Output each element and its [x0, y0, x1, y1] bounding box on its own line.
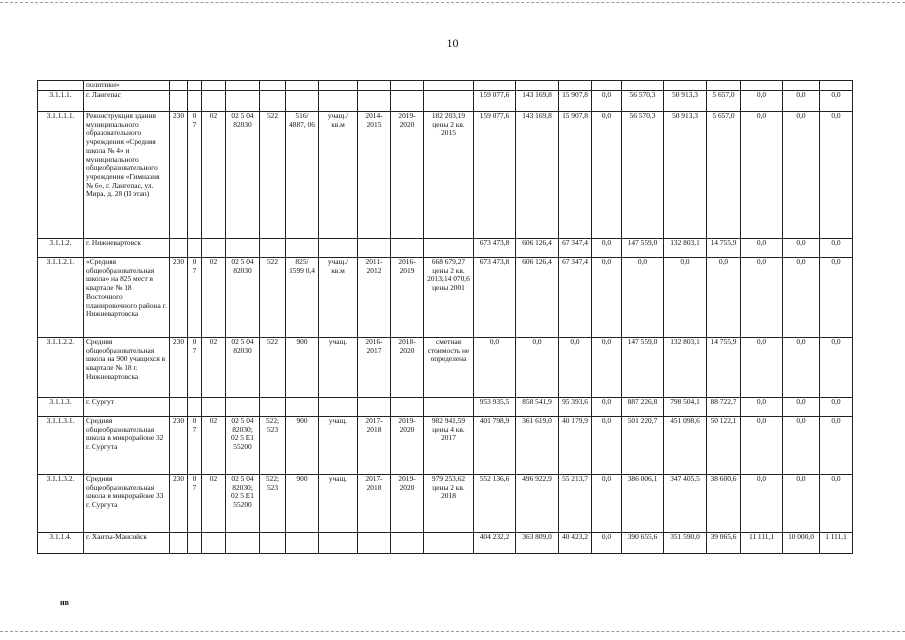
cell-value: 0,0 [820, 91, 853, 112]
cell-value: 361 619,0 [516, 417, 559, 475]
cell-value: 0,0 [783, 398, 820, 417]
cell-value: 0,0 [741, 338, 783, 398]
cell-field: 2017-2018 [358, 475, 391, 533]
cell-value: 143 169,8 [516, 91, 559, 112]
cell-value: 0,0 [592, 91, 622, 112]
cell-value: 673 473,8 [474, 258, 516, 338]
cell-code: 3.1.1.2.1. [38, 258, 84, 338]
cell-value: 351 590,0 [664, 533, 707, 554]
cell-field: 979 253,62 цены 2 кв. 2018 [424, 475, 474, 533]
table-row [38, 533, 853, 554]
cell-name: «Средняя общеобразовательная школа» на 825 мест в квартале № 18 Восточного планировочного района г. Нижневартовска [84, 258, 170, 338]
cell-field: учащ./ кв.м [319, 258, 358, 338]
cell-field: 2019-2020 [391, 417, 424, 475]
cell-value: 404 232,2 [474, 533, 516, 554]
cell-name: г. Ханты-Мансийск [84, 533, 170, 554]
cell-field: 02 5 04 82030 [226, 258, 260, 338]
cell-value: 0,0 [592, 533, 622, 554]
cell-value: 606 126,4 [516, 239, 559, 258]
cell-field: 02 5 04 82030 [226, 338, 260, 398]
cell-field: 0 7 [188, 112, 202, 239]
cell-value: 50 913,3 [664, 112, 707, 239]
cell-field: 0 7 [188, 475, 202, 533]
cell-value: 50 913,3 [664, 91, 707, 112]
cell-value: 0,0 [783, 338, 820, 398]
cell-value: 953 935,5 [474, 398, 516, 417]
cell-field: 900 [286, 338, 319, 398]
cell-field: 516/ 4887, 06 [286, 112, 319, 239]
cell-value: 0,0 [783, 417, 820, 475]
cell-value: 0,0 [783, 91, 820, 112]
cell-value: 147 559,0 [622, 239, 664, 258]
cell-field: 900 [286, 417, 319, 475]
cell-field: сметная стоимость не определена [424, 338, 474, 398]
cell-value: 159 077,6 [474, 112, 516, 239]
cell-value: 798 504,1 [664, 398, 707, 417]
cell-field: 2014-2015 [358, 112, 391, 239]
cell-field: 02 [202, 338, 226, 398]
cell-value: 147 559,0 [622, 338, 664, 398]
cell-code: 3.1.1.1. [38, 91, 84, 112]
cell-value: 0,0 [820, 239, 853, 258]
cell-code: 3.1.1.3.2. [38, 475, 84, 533]
cell-field: 02 5 04 82030; 02 5 E1 55200 [226, 417, 260, 475]
cell-value: 39 065,6 [707, 533, 741, 554]
cell-field: 522 [260, 258, 286, 338]
cell-value: 5 657,0 [707, 112, 741, 239]
cell-value: 0,0 [820, 258, 853, 338]
cell-value: 0,0 [741, 112, 783, 239]
cell-field: 02 5 04 82030; 02 5 E1 55200 [226, 475, 260, 533]
cell-value: 0,0 [741, 398, 783, 417]
cell-value: 38 600,6 [707, 475, 741, 533]
cell-value: 132 803,1 [664, 239, 707, 258]
cell-value: 858 541,9 [516, 398, 559, 417]
cell-value: 0,0 [664, 258, 707, 338]
cell-value: 501 220,7 [622, 417, 664, 475]
cell-value: 143 169,8 [516, 112, 559, 239]
cell-value: 0,0 [820, 417, 853, 475]
cell-value: 0,0 [741, 475, 783, 533]
cell-value: 0,0 [592, 239, 622, 258]
cell-field: учащ./ кв.м [319, 112, 358, 239]
cell-field: 522 [260, 112, 286, 239]
scan-edge-bottom [0, 631, 905, 632]
cell-value: 0,0 [820, 112, 853, 239]
cell-value: 40 179,9 [559, 417, 592, 475]
cell-field: 522; 523 [260, 417, 286, 475]
cell-value: 132 803,1 [664, 338, 707, 398]
cell-field: учащ. [319, 417, 358, 475]
cell-value: 0,0 [820, 338, 853, 398]
cell-value: 0,0 [592, 417, 622, 475]
cell-field: 02 [202, 475, 226, 533]
cell-field: 2016-2019 [391, 258, 424, 338]
cell-field: 230 [170, 475, 188, 533]
cell-value: 0,0 [783, 258, 820, 338]
cell-name: г. Лангепас [84, 91, 170, 112]
cell-value: 56 570,3 [622, 112, 664, 239]
scan-edge-top [0, 2, 905, 3]
footer-initials: ив [60, 598, 69, 607]
cell-name: политики» [84, 81, 170, 91]
cell-value: 390 655,6 [622, 533, 664, 554]
cell-value: 552 136,6 [474, 475, 516, 533]
cell-field: 230 [170, 258, 188, 338]
cell-field: 02 [202, 417, 226, 475]
cell-value: 55 213,7 [559, 475, 592, 533]
page-number: 10 [446, 36, 459, 50]
cell-value: 496 922,9 [516, 475, 559, 533]
cell-value: 0,0 [741, 239, 783, 258]
cell-code: 3.1.1.1.1. [38, 112, 84, 239]
cell-field: 982 941,59 цены 4 кв. 2017 [424, 417, 474, 475]
table-row [38, 417, 853, 475]
cell-value: 67 347,4 [559, 239, 592, 258]
cell-value: 347 405,5 [664, 475, 707, 533]
cell-value: 11 111,1 [741, 533, 783, 554]
cell-code: 3.1.1.2. [38, 239, 84, 258]
cell-value: 0,0 [592, 475, 622, 533]
cell-field: 230 [170, 338, 188, 398]
cell-value: 0,0 [741, 258, 783, 338]
cell-field: 2018-2020 [391, 338, 424, 398]
cell-code: 3.1.1.3. [38, 398, 84, 417]
cell-field: 182 203,19 цены 2 кв. 2015 [424, 112, 474, 239]
table-row [38, 475, 853, 533]
cell-value: 606 126,4 [516, 258, 559, 338]
cell-field: 0 7 [188, 417, 202, 475]
cell-value: 386 006,1 [622, 475, 664, 533]
cell-value: 50 122,1 [707, 417, 741, 475]
table-row [38, 112, 853, 239]
cell-field: 900 [286, 475, 319, 533]
cell-code: 3.1.1.3.1. [38, 417, 84, 475]
cell-field: 2019-2020 [391, 112, 424, 239]
cell-value: 5 657,0 [707, 91, 741, 112]
cell-field: 668 679,27 цены 2 кв. 2013;14 070,6 цены 2001 [424, 258, 474, 338]
cell-field: 02 5 04 82030 [226, 112, 260, 239]
cell-value: 0,0 [820, 398, 853, 417]
table-row [38, 91, 853, 112]
cell-name: Средняя общеобразовательная школа в микрорайоне 33 г. Сургута [84, 475, 170, 533]
table-row [38, 239, 853, 258]
table-row [38, 338, 853, 398]
cell-value: 0,0 [707, 258, 741, 338]
cell-value: 0,0 [820, 475, 853, 533]
cell-name: Средняя общеобразовательная школа в микрорайоне 32 г. Сургута [84, 417, 170, 475]
cell-field: 522; 523 [260, 475, 286, 533]
cell-value: 14 755,9 [707, 338, 741, 398]
cell-value: 14 755,9 [707, 239, 741, 258]
cell-value: 0,0 [622, 258, 664, 338]
cell-value: 56 570,3 [622, 91, 664, 112]
table-row [38, 398, 853, 417]
cell-field: учащ. [319, 338, 358, 398]
cell-field: 825/ 1599 0,4 [286, 258, 319, 338]
cell-value: 0,0 [474, 338, 516, 398]
cell-field: 02 [202, 112, 226, 239]
table-row [38, 258, 853, 338]
cell-value: 15 907,8 [559, 112, 592, 239]
cell-value: 0,0 [741, 91, 783, 112]
cell-value: 887 226,8 [622, 398, 664, 417]
cell-value: 0,0 [783, 239, 820, 258]
cell-value: 401 798,9 [474, 417, 516, 475]
cell-name: г. Сургут [84, 398, 170, 417]
cell-value: 0,0 [783, 475, 820, 533]
table-row [38, 81, 853, 91]
cell-code [38, 81, 84, 91]
cell-field: 522 [260, 338, 286, 398]
cell-field: 0 7 [188, 258, 202, 338]
cell-value: 673 473,8 [474, 239, 516, 258]
cell-name: Реконструкция здания муниципального образовательного учреждения «Средняя школа № 4» и муниципального общеобразовательного учреждения «Гимназия № 6», г. Лангепас, ул. Мира, д. 28 (II этап) [84, 112, 170, 239]
cell-value: 95 393,6 [559, 398, 592, 417]
cell-field: 2016-2017 [358, 338, 391, 398]
cell-value: 1 111,1 [820, 533, 853, 554]
cell-code: 3.1.1.4. [38, 533, 84, 554]
cell-name: Средняя общеобразовательная школа на 900 учащихся в квартале № 18 г. Нижневартовска [84, 338, 170, 398]
cell-field: 230 [170, 417, 188, 475]
cell-field: 2019-2020 [391, 475, 424, 533]
cell-value: 0,0 [592, 398, 622, 417]
cell-value: 0,0 [783, 112, 820, 239]
cell-code: 3.1.1.2.2. [38, 338, 84, 398]
cell-value: 0,0 [559, 338, 592, 398]
cell-field: 2017-2018 [358, 417, 391, 475]
budget-table [37, 80, 853, 554]
cell-value: 363 809,0 [516, 533, 559, 554]
cell-name: г. Нижневартовск [84, 239, 170, 258]
cell-field: 02 [202, 258, 226, 338]
cell-field: учащ. [319, 475, 358, 533]
cell-value: 0,0 [516, 338, 559, 398]
cell-value: 0,0 [592, 258, 622, 338]
cell-value: 10 000,0 [783, 533, 820, 554]
cell-value: 451 098,6 [664, 417, 707, 475]
cell-value: 159 077,6 [474, 91, 516, 112]
cell-value: 67 347,4 [559, 258, 592, 338]
cell-field: 2011-2012 [358, 258, 391, 338]
cell-field: 230 [170, 112, 188, 239]
cell-value: 0,0 [741, 417, 783, 475]
cell-value: 88 722,7 [707, 398, 741, 417]
cell-value: 0,0 [592, 338, 622, 398]
cell-value: 0,0 [592, 112, 622, 239]
cell-field: 0 7 [188, 338, 202, 398]
cell-value: 40 423,2 [559, 533, 592, 554]
cell-value: 15 907,8 [559, 91, 592, 112]
